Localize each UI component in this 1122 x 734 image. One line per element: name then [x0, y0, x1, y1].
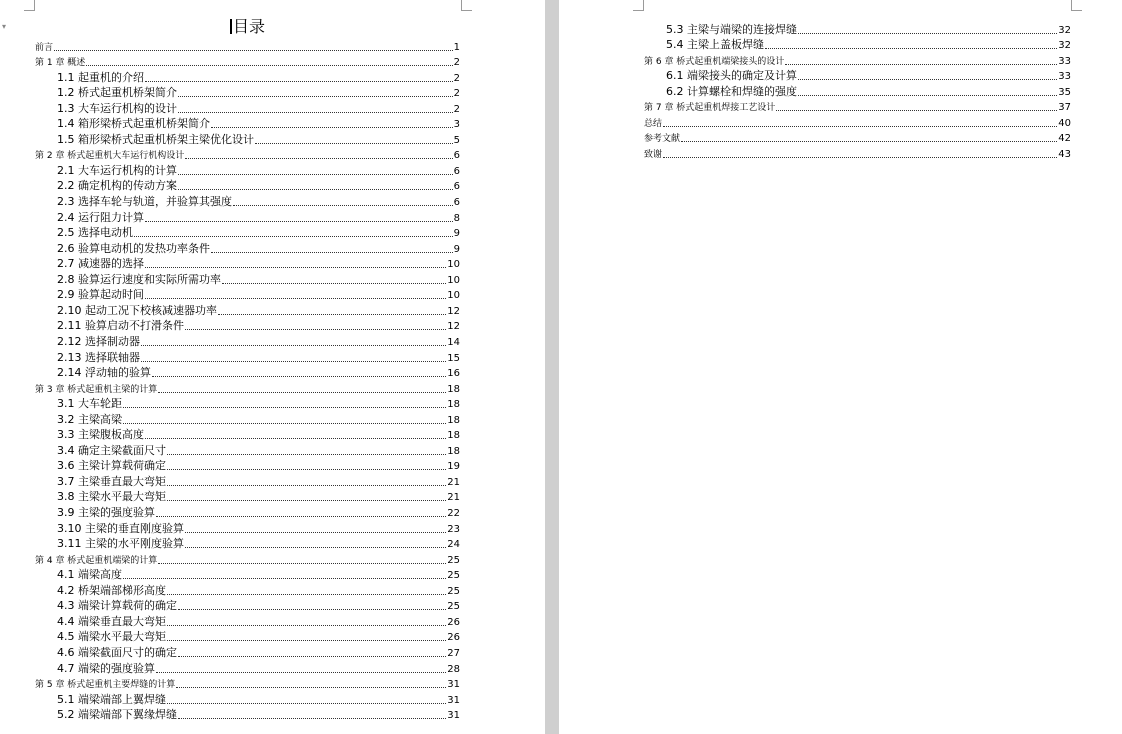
page-title: 目录: [35, 16, 460, 38]
toc-chapter-entry[interactable]: [35, 54, 460, 70]
toc-page-number: 3: [453, 119, 460, 131]
toc-dot-leader: [178, 655, 446, 657]
toc-page-number: 24: [447, 539, 460, 551]
toc-entry-label: 总结: [644, 118, 663, 129]
toc-entry-label: 第 6 章 桥式起重机端梁接头的设计: [644, 56, 785, 67]
toc-entry-label: 致谢: [644, 149, 663, 160]
toc-page-number: 43: [1058, 148, 1071, 160]
toc-dot-leader: [798, 32, 1057, 34]
toc-page-number: 22: [447, 508, 460, 519]
toc-entry-label: 3.3 主梁腹板高度: [57, 428, 144, 442]
toc-page-number: 32: [1058, 24, 1071, 36]
toc-dot-leader: [178, 111, 453, 113]
toc-dot-leader: [776, 109, 1057, 111]
toc-dot-leader: [167, 702, 446, 704]
toc-dot-leader: [145, 80, 453, 82]
toc-section-entry[interactable]: [57, 131, 460, 147]
toc-dot-leader: [798, 94, 1057, 96]
toc-section-entry[interactable]: [57, 396, 460, 412]
toc-entry-label: 4.3 端梁计算载荷的确定: [57, 599, 177, 613]
toc-dot-leader: [211, 251, 453, 253]
toc-section-entry[interactable]: [57, 536, 460, 552]
toc-dot-leader: [233, 204, 453, 206]
toc-page-number: 2: [453, 72, 460, 84]
toc-dot-leader: [167, 593, 446, 595]
toc-section-entry[interactable]: [57, 209, 460, 225]
toc-page-number: 25: [447, 570, 460, 582]
toc-dot-leader: [145, 297, 446, 299]
toc-entry-label: 2.11 验算启动不打滑条件: [57, 319, 184, 333]
toc-dot-leader: [167, 484, 446, 486]
toc-section-entry[interactable]: [57, 365, 460, 381]
toc-page-number: 10: [447, 259, 460, 271]
toc-entry-label: 4.6 端梁截面尺寸的确定: [57, 645, 177, 659]
toc-section-entry[interactable]: [666, 21, 1071, 37]
toc-section-entry[interactable]: [57, 505, 460, 521]
toc-entry-label: 1.2 桥式起重机桥架简介: [57, 86, 177, 100]
toc-entry-label: 5.1 端梁端部上翼焊缝: [57, 692, 166, 706]
toc-entry-label: 4.1 端梁高度: [57, 568, 122, 582]
toc-section-entry[interactable]: [57, 85, 460, 101]
toc-page-number: 21: [447, 476, 460, 488]
toc-section-entry[interactable]: [57, 427, 460, 443]
toc-entry-label: 第 2 章 桥式起重机大车运行机构设计: [35, 151, 185, 162]
toc-entry-label: 3.9 主梁的强度验算: [57, 506, 155, 519]
toc-entry-label: 2.4 运行阻力计算: [57, 210, 144, 224]
toc-dot-leader: [145, 220, 453, 222]
toc-page-number: 31: [447, 694, 460, 706]
toc-entry-label: 2.13 选择联轴器: [57, 350, 140, 364]
toc-page-number: 18: [447, 399, 460, 411]
toc-section-entry[interactable]: [57, 271, 460, 287]
toc-entry-label: 2.9 验算起动时间: [57, 288, 144, 302]
toc-section-entry[interactable]: [57, 116, 460, 132]
toc-dot-leader: [156, 515, 446, 517]
toc-section-entry[interactable]: [666, 68, 1071, 84]
toc-page-number: 25: [447, 585, 460, 597]
toc-dot-leader: [167, 499, 446, 501]
toc-section-entry[interactable]: [57, 598, 460, 614]
toc-dot-leader: [86, 64, 452, 66]
toc-entry-label: 2.7 减速器的选择: [57, 257, 144, 271]
toc-section-entry[interactable]: [57, 473, 460, 489]
toc-entry-label: 2.5 选择电动机: [57, 226, 133, 240]
toc-entry-label: 1.3 大车运行机构的设计: [57, 101, 177, 115]
collapse-arrow-icon[interactable]: ▾: [2, 22, 7, 31]
toc-dot-leader: [145, 266, 446, 268]
toc-page-number: 19: [447, 461, 460, 473]
toc-chapter-entry[interactable]: [644, 52, 1071, 68]
toc-section-entry[interactable]: [57, 567, 460, 583]
toc-chapter-entry[interactable]: [644, 145, 1071, 161]
toc-page-number: 14: [447, 336, 460, 348]
toc-page-number: 12: [447, 321, 460, 333]
toc-dot-leader: [167, 624, 446, 626]
toc-chapter-entry[interactable]: [644, 114, 1071, 130]
toc-entry-label: 2.6 验算电动机的发热功率条件: [57, 241, 210, 255]
toc-dot-leader: [141, 344, 446, 346]
toc-section-entry[interactable]: [57, 411, 460, 427]
toc-entry-label: 2.14 浮动轴的验算: [57, 366, 151, 380]
toc-page-number: 12: [447, 305, 460, 317]
toc-entry-label: 第 3 章 桥式起重机主梁的计算: [35, 384, 158, 395]
toc-section-entry[interactable]: [57, 225, 460, 241]
toc-entry-label: 6.1 端梁接头的确定及计算: [666, 69, 797, 83]
toc-entry-label: 3.10 主梁的垂直刚度验算: [57, 521, 184, 535]
toc-entry-label: 2.12 选择制动器: [57, 334, 140, 348]
toc-page-number: 8: [453, 212, 460, 224]
toc-section-entry[interactable]: [57, 349, 460, 365]
toc-entry-label: 3.11 主梁的水平刚度验算: [57, 537, 184, 551]
toc-dot-leader: [211, 126, 453, 128]
toc-dot-leader: [178, 717, 446, 719]
toc-dot-leader: [218, 313, 446, 315]
toc-page-number: 6: [453, 181, 460, 193]
toc-entry-label: 2.10 起动工况下校核减速器功率: [57, 303, 217, 317]
toc-page-number: 28: [447, 663, 460, 675]
toc-entry-label: 4.4 端梁垂直最大弯矩: [57, 614, 166, 628]
toc-entry-label: 5.4 主梁上盖板焊缝: [666, 38, 764, 52]
toc-chapter-entry[interactable]: [35, 380, 460, 396]
toc-page-number: 27: [447, 647, 460, 659]
toc-page-number: 42: [1058, 133, 1071, 145]
toc-page-number: 16: [447, 368, 460, 380]
toc-chapter-entry[interactable]: [35, 676, 460, 692]
toc-page-number: 6: [453, 197, 460, 208]
toc-entry-label: 1.5 箱形梁桥式起重机桥架主梁优化设计: [57, 132, 254, 146]
toc-entry-label: 5.2 端梁端部下翼缘焊缝: [57, 708, 177, 722]
toc-entry-label: 6.2 计算螺栓和焊缝的强度: [666, 84, 797, 98]
toc-dot-leader: [176, 686, 446, 688]
toc-dot-leader: [134, 235, 453, 237]
toc-dot-leader: [167, 453, 446, 455]
crop-mark-top-right: [1071, 0, 1082, 11]
toc-entry-label: 4.2 桥架端部梯形高度: [57, 583, 166, 597]
toc-dot-leader: [167, 468, 446, 470]
toc-entry-label: 3.7 主梁垂直最大弯矩: [57, 474, 166, 488]
toc-page-number: 35: [1058, 86, 1071, 98]
toc-section-entry[interactable]: [57, 520, 460, 536]
toc-dot-leader: [178, 188, 453, 190]
toc-page-number: 40: [1058, 117, 1071, 129]
toc-dot-leader: [178, 608, 446, 610]
toc-dot-leader: [178, 95, 453, 97]
toc-dot-leader: [156, 671, 446, 673]
toc-dot-leader: [185, 328, 446, 330]
right-page: [559, 0, 1122, 734]
toc-page-number: 26: [447, 616, 460, 628]
toc-entry-label: 3.4 确定主梁截面尺寸: [57, 443, 166, 457]
crop-mark-top-left: [24, 0, 35, 11]
toc-page-number: 26: [447, 632, 460, 644]
toc-entry-label: 1.4 箱形梁桥式起重机桥架简介: [57, 117, 210, 131]
toc-dot-leader: [765, 47, 1057, 49]
toc-section-entry[interactable]: [57, 629, 460, 645]
toc-entry-label: 前言: [35, 42, 54, 53]
toc-entry-label: 2.2 确定机构的传动方案: [57, 179, 177, 193]
toc-entry-label: 2.1 大车运行机构的计算: [57, 163, 177, 177]
toc-entry-label: 3.1 大车轮距: [57, 397, 122, 411]
toc-section-entry[interactable]: [57, 691, 460, 707]
toc-page-number: 9: [453, 228, 460, 240]
toc-dot-leader: [123, 577, 446, 579]
toc-dot-leader: [785, 63, 1057, 65]
toc-entry-label: 3.2 主梁高梁: [57, 412, 122, 426]
toc-page-number: 2: [453, 88, 460, 100]
toc-chapter-entry[interactable]: [644, 130, 1071, 146]
toc-page-number: 31: [447, 679, 460, 691]
toc-dot-leader: [663, 156, 1057, 158]
toc-page-number: 18: [447, 430, 460, 442]
text-cursor: [230, 19, 232, 34]
toc-section-entry[interactable]: [57, 256, 460, 272]
toc-dot-leader: [123, 406, 446, 408]
toc-section-entry[interactable]: [666, 37, 1071, 53]
toc-section-entry[interactable]: [57, 660, 460, 676]
toc-section-entry[interactable]: [57, 489, 460, 505]
toc-section-entry[interactable]: [57, 69, 460, 85]
toc-page-number: 21: [447, 492, 460, 504]
toc-page-number: 1: [453, 41, 460, 53]
toc-entry-label: 2.8 验算运行速度和实际所需功率: [57, 272, 221, 286]
toc-page-number: 25: [447, 554, 460, 566]
toc-section-entry[interactable]: [57, 178, 460, 194]
toc-dot-leader: [222, 282, 446, 284]
toc-entry-label: 4.5 端梁水平最大弯矩: [57, 630, 166, 644]
toc-chapter-entry[interactable]: [35, 551, 460, 567]
toc-page-number: 33: [1058, 55, 1071, 67]
toc-entry-label: 参考文献: [644, 134, 681, 145]
toc-entry-label: 3.8 主梁水平最大弯矩: [57, 490, 166, 504]
toc-dot-leader: [255, 142, 453, 144]
toc-dot-leader: [185, 531, 446, 533]
toc-chapter-entry[interactable]: [35, 147, 460, 163]
toc-entry-label: 第 5 章 桥式起重机主要焊缝的计算: [35, 680, 176, 691]
toc-section-entry[interactable]: [57, 458, 460, 474]
toc-page-number: 23: [447, 523, 460, 535]
toc-dot-leader: [663, 125, 1057, 127]
toc-dot-leader: [123, 422, 446, 424]
toc-entry-label: 5.3 主梁与端梁的连接焊缝: [666, 22, 797, 36]
toc-dot-leader: [185, 157, 452, 159]
toc-dot-leader: [167, 639, 446, 641]
toc-chapter-entry[interactable]: [35, 38, 460, 54]
toc-page-number: 10: [447, 290, 460, 302]
toc-section-entry[interactable]: [57, 100, 460, 116]
toc-entry-label: 4.7 端梁的强度验算: [57, 661, 155, 675]
toc-dot-leader: [185, 546, 446, 548]
toc-page-number: 9: [453, 243, 460, 255]
toc-entry-label: 第 4 章 桥式起重机端梁的计算: [35, 555, 158, 566]
toc-section-entry[interactable]: [57, 318, 460, 334]
toc-page-number: 18: [447, 383, 460, 395]
toc-page-number: 18: [447, 414, 460, 426]
toc-section-entry[interactable]: [57, 194, 460, 210]
toc-section-entry[interactable]: [57, 162, 460, 178]
toc-section-entry[interactable]: [57, 707, 460, 723]
toc-section-entry[interactable]: [57, 613, 460, 629]
toc-dot-leader: [145, 437, 446, 439]
toc-page-number: 2: [453, 103, 460, 115]
toc-dot-leader: [158, 391, 446, 393]
page-gutter: [545, 0, 559, 734]
toc-dot-leader: [54, 49, 453, 51]
toc-section-entry[interactable]: [57, 302, 460, 318]
toc-section-entry[interactable]: [57, 333, 460, 349]
toc-entry-label: 1.1 起重机的介绍: [57, 70, 144, 84]
toc-entry-label: 第 1 章 概述: [35, 58, 86, 69]
toc-dot-leader: [178, 173, 453, 175]
toc-page-number: 32: [1058, 40, 1071, 52]
toc-entry-label: 2.3 选择车轮与轨道，并验算其强度: [57, 195, 232, 208]
toc-entry-label: 第 7 章 桥式起重机焊接工艺设计: [644, 103, 776, 114]
toc-page-number: 2: [453, 57, 460, 69]
left-page: [0, 0, 545, 734]
toc-page-number: 37: [1058, 102, 1071, 114]
toc-section-entry[interactable]: [666, 83, 1071, 99]
toc-page-number: 25: [447, 601, 460, 613]
crop-mark-top-left: [633, 0, 644, 11]
toc-section-entry[interactable]: [57, 644, 460, 660]
toc-page-number: 33: [1058, 71, 1071, 83]
toc-page-number: 5: [453, 134, 460, 146]
toc-page-number: 6: [453, 150, 460, 162]
toc-page-number: 6: [453, 165, 460, 177]
toc-dot-leader: [158, 562, 446, 564]
toc-dot-leader: [141, 360, 446, 362]
toc-dot-leader: [152, 375, 446, 377]
toc-section-entry[interactable]: [57, 287, 460, 303]
toc-entry-label: 3.6 主梁计算载荷确定: [57, 459, 166, 473]
toc-page-number: 10: [447, 274, 460, 286]
crop-mark-top-right: [461, 0, 472, 11]
toc-section-entry[interactable]: [57, 240, 460, 256]
toc-page-number: 15: [447, 352, 460, 364]
toc-page-number: 31: [447, 710, 460, 722]
toc-section-entry[interactable]: [57, 442, 460, 458]
toc-dot-leader: [798, 78, 1057, 80]
toc-section-entry[interactable]: [57, 582, 460, 598]
toc-dot-leader: [681, 140, 1057, 142]
toc-page-number: 18: [447, 445, 460, 457]
toc-chapter-entry[interactable]: [644, 99, 1071, 115]
